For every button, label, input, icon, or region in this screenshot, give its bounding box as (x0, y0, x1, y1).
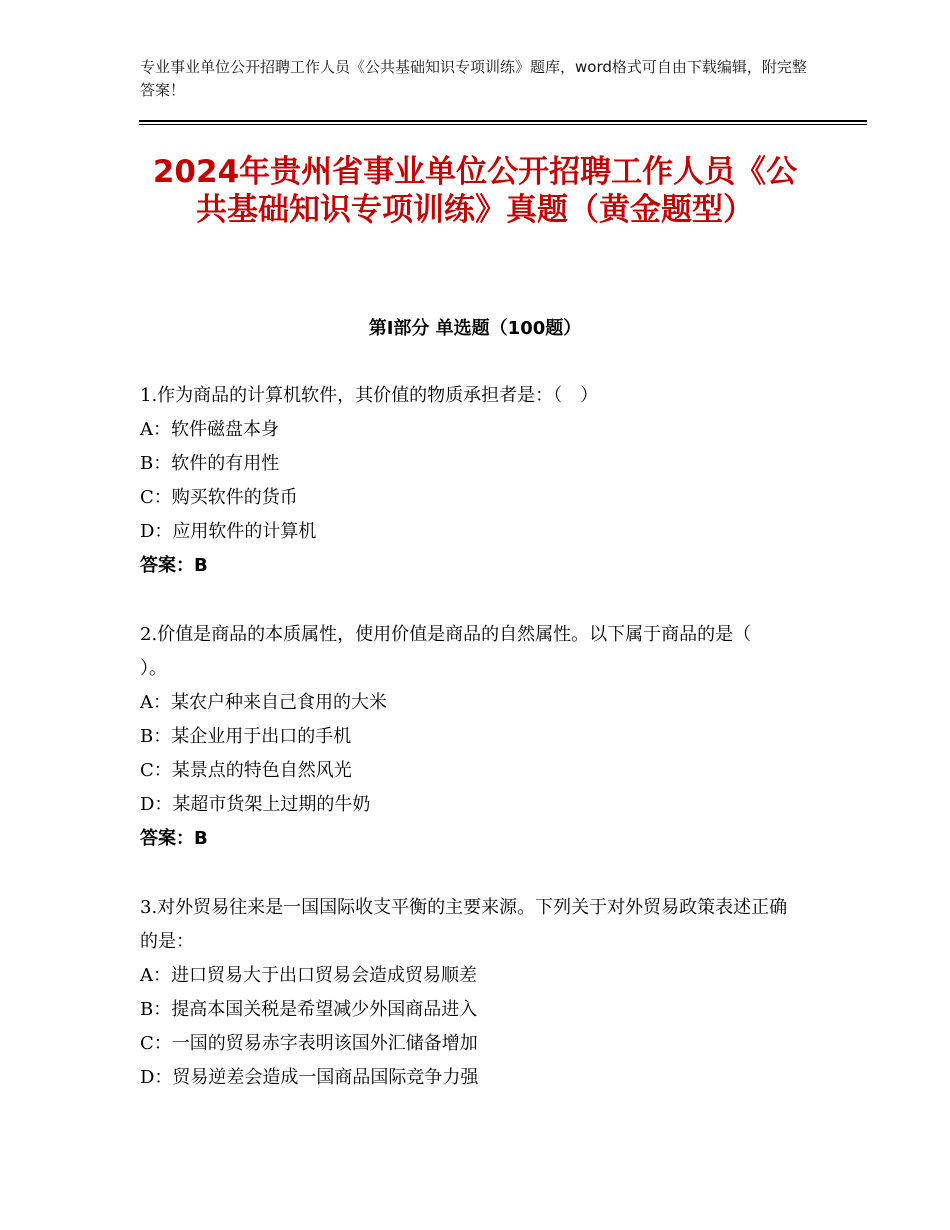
header-divider-thin (139, 124, 867, 125)
answer-line: 答案：B (140, 828, 208, 849)
question-2 (140, 618, 800, 856)
answer-line: 答案：B (140, 555, 208, 576)
option-b: B：提高本国关税是希望减少外国商品进入 (140, 999, 478, 1020)
document-title: 2024年贵州省事业单位公开招聘工作人员《公共基础知识专项训练》真题（黄金题型） (152, 154, 798, 228)
question-stem: 2.价值是商品的本质属性，使用价值是商品的自然属性。以下属于商品的是（ ）。 (140, 624, 788, 679)
question-1 (140, 379, 800, 583)
option-c: C：一国的贸易赤字表明该国外汇储备增加 (140, 1033, 478, 1054)
option-c: C：某景点的特色自然风光 (140, 760, 352, 781)
option-b: B：某企业用于出口的手机 (140, 726, 352, 747)
question-stem: 1.作为商品的计算机软件，其价值的物质承担者是：（ ） (140, 385, 599, 406)
section-heading: 第Ⅰ部分 单选题（100题） (368, 318, 582, 339)
question-3 (140, 891, 800, 1095)
option-d: D：某超市货架上过期的牛奶 (140, 794, 371, 815)
option-c: C：购买软件的货币 (140, 487, 298, 508)
option-a: A：某农户种来自己食用的大米 (140, 692, 387, 713)
header-divider (139, 120, 867, 122)
option-b: B：软件的有用性 (140, 453, 280, 474)
option-d: D：应用软件的计算机 (140, 521, 317, 542)
option-a: A：软件磁盘本身 (140, 419, 279, 440)
header-note: 专业事业单位公开招聘工作人员《公共基础知识专项训练》题库，word格式可自由下载编辑，附完整答案！ (140, 58, 807, 99)
option-a: A：进口贸易大于出口贸易会造成贸易顺差 (140, 965, 477, 986)
option-d: D：贸易逆差会造成一国商品国际竞争力强 (140, 1067, 479, 1088)
question-stem: 3.对外贸易往来是一国国际收支平衡的主要来源。下列关于对外贸易政策表述正确的是： (140, 897, 788, 952)
